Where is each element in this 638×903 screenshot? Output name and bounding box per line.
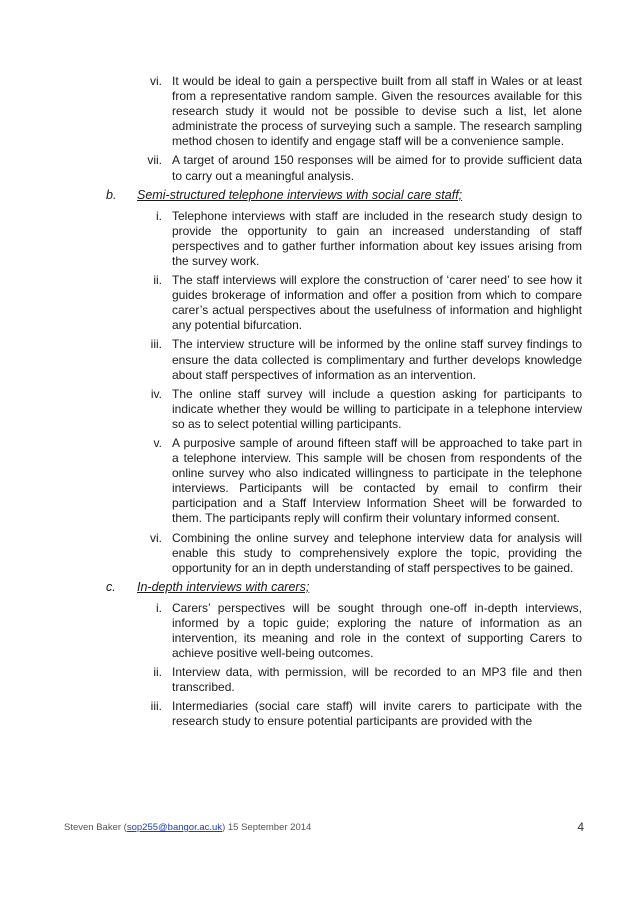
list-item: [0, 665, 638, 695]
list-item: [0, 337, 638, 382]
section-heading-c: [0, 580, 638, 595]
item-text: Combining the online survey and telephone interview data for analysis will enable this study to comprehensively explore the topic, providing the opportunity for an in depth understanding of staff perspectives to be gained.: [172, 530, 582, 575]
list-item: [0, 531, 638, 576]
footer-author: Steven Baker (: [64, 822, 127, 833]
item-text: It would be ideal to gain a perspective built from all staff in Wales or at least from a representative random sample. Given the resources available for this research study it would not be possible to devise such a list, let alone administrate the process of surveying such a sample. The research sampling method chosen to identify and engage staff will be a convenience sample.: [172, 74, 582, 149]
item-number: iv.: [150, 386, 162, 401]
document-body: [0, 74, 638, 734]
page-number: 4: [577, 820, 584, 834]
item-number: ii.: [153, 273, 162, 288]
item-text: The online staff survey will include a question asking for participants to indicate whether they would be willing to participate in a telephone interview so as to select potential willing participants.: [172, 386, 582, 431]
item-number: vii.: [147, 153, 162, 168]
item-number: vi.: [150, 74, 162, 88]
list-item: [0, 436, 638, 527]
list-item: [0, 153, 638, 183]
item-text: A purposive sample of around fifteen staff will be approached to take part in a telephone interview. This sample will be chosen from respondents of the online survey who also indicated willingness to participate in the telephone interviews. Participants will be contacted by email to confirm their participation and a Staff Interview Information Sheet will be forwarded to them. The participants reply will confirm their voluntary informed consent.: [172, 435, 582, 526]
item-number: i.: [156, 600, 162, 615]
footer-date: ) 15 September 2014: [222, 822, 312, 833]
item-text: The staff interviews will explore the construction of ‘carer need’ to see how it guides brokerage of information and offer a position from which to compare carer’s actual perspectives about the usefulness of information and highlight any potential bifurcation.: [172, 273, 582, 333]
list-item: [0, 273, 638, 333]
item-text: Telephone interviews with staff are included in the research study design to provide the opportunity to gain an increased understanding of staff perspectives and to gather further information about key issues arising from the survey work.: [172, 208, 582, 268]
page-footer: [64, 822, 584, 834]
list-item: [0, 387, 638, 432]
item-number: v.: [153, 435, 162, 450]
item-text: Intermediaries (social care staff) will invite carers to participate with the research study to ensure potential participants are provided with the: [172, 699, 582, 729]
item-text: Carers’ perspectives will be sought through one-off in-depth interviews, informed by a topic guide; exploring the nature of information as an intervention, its meaning and role in the context of supporting Carers to achieve positive well-being outcomes.: [172, 600, 582, 661]
section-letter: c.: [106, 579, 116, 594]
item-number: iii.: [150, 699, 162, 714]
list-item: [0, 699, 638, 729]
section-title: Semi-structured telephone interviews with social care staff;: [137, 187, 463, 202]
item-number: ii.: [153, 665, 162, 680]
list-item: [0, 601, 638, 661]
item-number: vi.: [150, 530, 162, 545]
item-number: i.: [156, 208, 162, 223]
item-text: The interview structure will be informed by the online staff survey findings to ensure the data collected is complimentary and further develops knowledge about staff perspectives of information as an intervention.: [172, 337, 582, 382]
footer-email-link[interactable]: sop255@bangor.ac.uk: [126, 822, 223, 833]
section-title: In-depth interviews with carers;: [137, 579, 310, 594]
list-item: [0, 209, 638, 269]
item-text: A target of around 150 responses will be aimed for to provide sufficient data to carry out a meaningful analysis.: [172, 153, 582, 183]
item-number: iii.: [150, 337, 162, 352]
item-text: Interview data, with permission, will be recorded to an MP3 file and then transcribed.: [172, 665, 582, 695]
section-letter: b.: [106, 187, 117, 202]
list-item: [0, 74, 638, 149]
section-heading-b: [0, 188, 638, 203]
